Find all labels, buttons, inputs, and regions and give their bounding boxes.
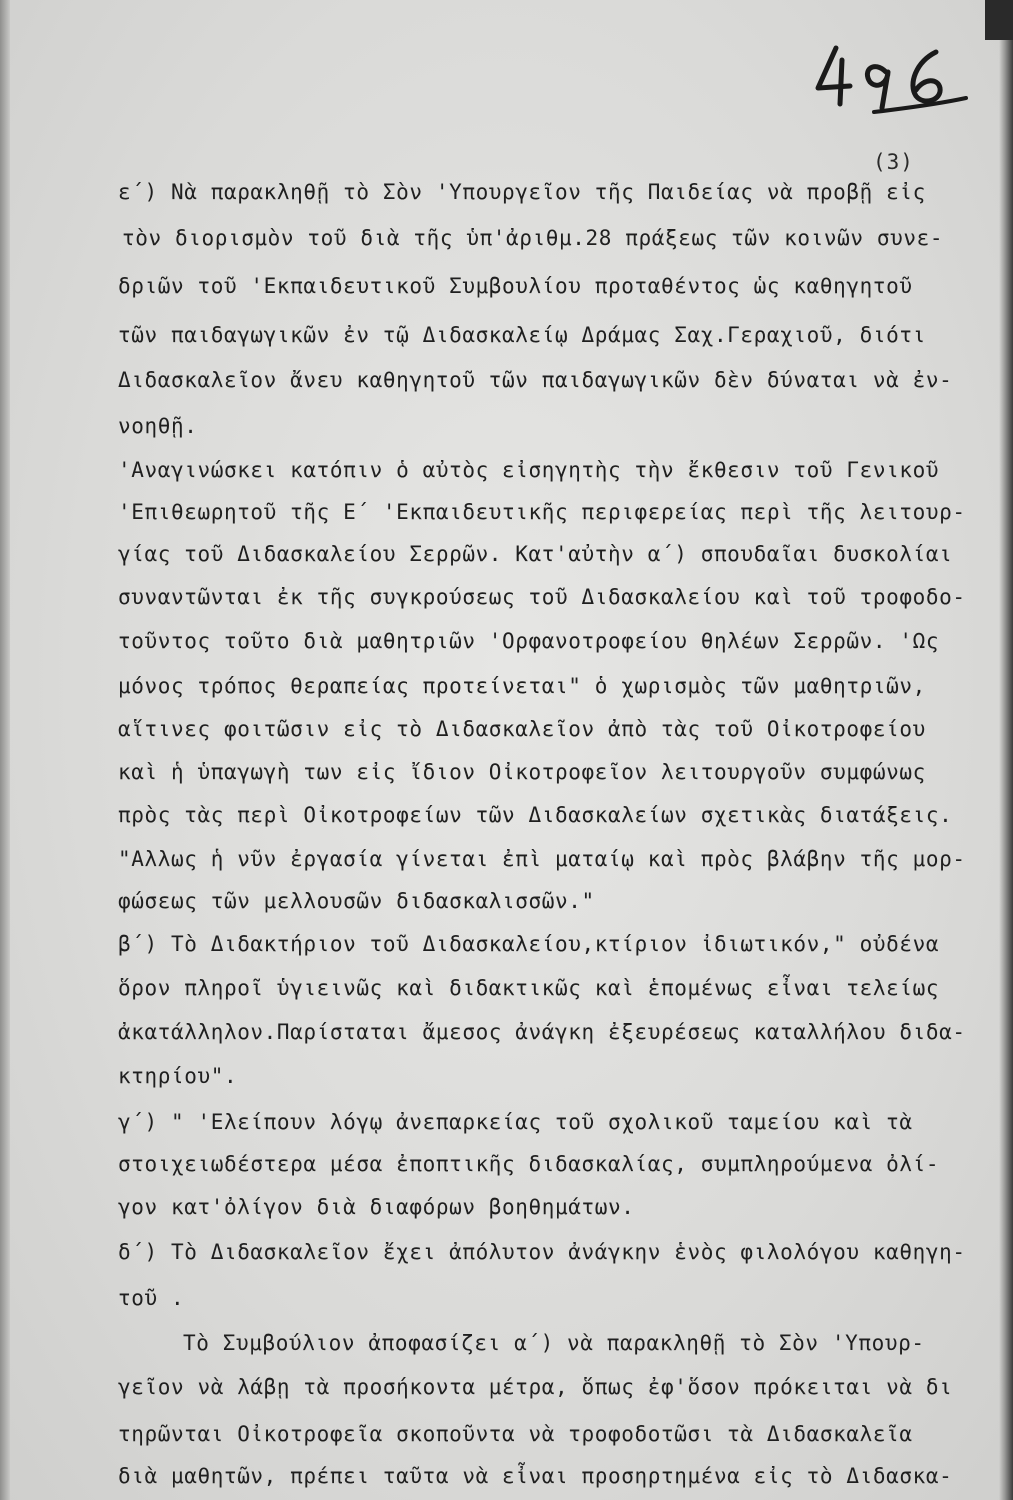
- text-line: πρὸς τὰς περὶ Οἰκοτροφείων τῶν Διδασκαλείων σχετικὰς διατάξεις.: [118, 803, 953, 827]
- text-line: 'Αναγινώσκει κατόπιν ὁ αὐτὸς εἰσηγητὴς τὴν ἔκθεσιν τοῦ Γενικοῦ: [118, 458, 940, 482]
- text-line: ε΄) Νὰ παρακληθῇ τὸ Σὸν 'Υπουργεῖον τῆς Παιδείας νὰ προβῇ εἰς: [118, 180, 926, 204]
- text-line: κτηρίου".: [118, 1064, 238, 1088]
- text-line: τηρῶνται Οἰκοτροφεῖα σκοποῦντα νὰ τροφοδοτῶσι τὰ Διδασκαλεῖα: [118, 1422, 913, 1446]
- text-line: νοηθῇ.: [118, 414, 198, 438]
- page-left-edge-shadow: [0, 0, 10, 1500]
- text-line: γον κατ'ὀλίγον διὰ διαφόρων βοηθημάτων.: [118, 1195, 635, 1219]
- handwritten-folio-number: [808, 38, 968, 118]
- text-line: τῶν παιδαγωγικῶν ἐν τῷ Διδασκαλείῳ Δράμας Σαχ.Γεραχιοῦ, διότι: [118, 323, 926, 347]
- page-number: (3): [873, 150, 914, 174]
- text-line: "Αλλως ἡ νῦν ἐργασία γίνεται ἐπὶ ματαίῳ καὶ πρὸς βλάβην τῆς μορ-: [118, 847, 966, 871]
- text-line: ἀκατάλληλον.Παρίσταται ἄμεσος ἀνάγκη ἐξευρέσεως καταλλήλου διδα-: [118, 1020, 966, 1044]
- text-line: αἵτινες φοιτῶσιν εἰς τὸ Διδασκαλεῖον ἀπὸ τὰς τοῦ Οἰκοτροφείου: [118, 717, 926, 741]
- text-line: 'Επιθεωρητοῦ τῆς Ε΄ 'Εκπαιδευτικῆς περιφερείας περὶ τῆς λειτουρ-: [118, 500, 966, 524]
- text-line: συναντῶνται ἐκ τῆς συγκρούσεως τοῦ Διδασκαλείου καὶ τοῦ τροφοδο-: [118, 585, 966, 609]
- text-line: τοῦντος τοῦτο διὰ μαθητριῶν 'Ορφανοτροφείου θηλέων Σερρῶν. 'Ως: [118, 629, 940, 653]
- text-line: δριῶν τοῦ 'Εκπαιδευτικοῦ Συμβουλίου προταθέντος ὡς καθηγητοῦ: [118, 274, 913, 298]
- text-line: γ΄) " 'Ελείπουν λόγῳ ἀνεπαρκείας τοῦ σχολικοῦ ταμείου καὶ τὰ: [118, 1110, 913, 1134]
- text-line: γίας τοῦ Διδασκαλείου Σερρῶν. Κατ'αὐτὴν α΄) σπουδαῖαι δυσκολίαι: [118, 542, 953, 566]
- text-line: ὅρον πληροῖ ὑγιεινῶς καὶ διδακτικῶς καὶ ἑπομένως εἶναι τελείως: [118, 976, 940, 1000]
- page-right-edge-shadow: [999, 0, 1013, 1500]
- text-line: δ΄) Τὸ Διδασκαλεῖον ἔχει ἀπόλυτον ἀνάγκην ἑνὸς φιλολόγου καθηγη-: [118, 1240, 966, 1264]
- text-line: φώσεως τῶν μελλουσῶν διδασκαλισσῶν.": [118, 889, 595, 913]
- text-line: καὶ ἡ ὑπαγωγὴ των εἰς ἴδιον Οἰκοτροφεῖον λειτουργοῦν συμφώνως: [118, 760, 926, 784]
- text-line: β΄) Τὸ Διδακτήριον τοῦ Διδασκαλείου,κτίριον ἰδιωτικόν," οὐδένα: [118, 932, 940, 956]
- text-line: μόνος τρόπος θεραπείας προτείνεται" ὁ χωρισμὸς τῶν μαθητριῶν,: [118, 674, 926, 698]
- text-line: Διδασκαλεῖον ἄνευ καθηγητοῦ τῶν παιδαγωγικῶν δὲν δύναται νὰ ἐν-: [118, 368, 953, 392]
- text-line: τὸν διορισμὸν τοῦ διὰ τῆς ὑπ'ἀριθμ.28 πράξεως τῶν κοινῶν συνε-: [122, 226, 944, 250]
- text-line: Τὸ Συμβούλιον ἀποφασίζει α΄) νὰ παρακληθῇ τὸ Σὸν 'Υπουρ-: [183, 1331, 925, 1355]
- scan-corner-shadow: [985, 0, 1013, 40]
- text-line: στοιχειωδέστερα μέσα ἐποπτικῆς διδασκαλίας, συμπληρούμενα ὀλί-: [118, 1152, 940, 1176]
- text-line: γεῖον νὰ λάβῃ τὰ προσήκοντα μέτρα, ὅπως ἐφ'ὅσον πρόκειται νὰ δι: [118, 1375, 953, 1399]
- text-line: τοῦ .: [118, 1286, 185, 1310]
- text-line: διὰ μαθητῶν, πρέπει ταῦτα νὰ εἶναι προσηρτημένα εἰς τὸ Διδασκα-: [118, 1464, 953, 1488]
